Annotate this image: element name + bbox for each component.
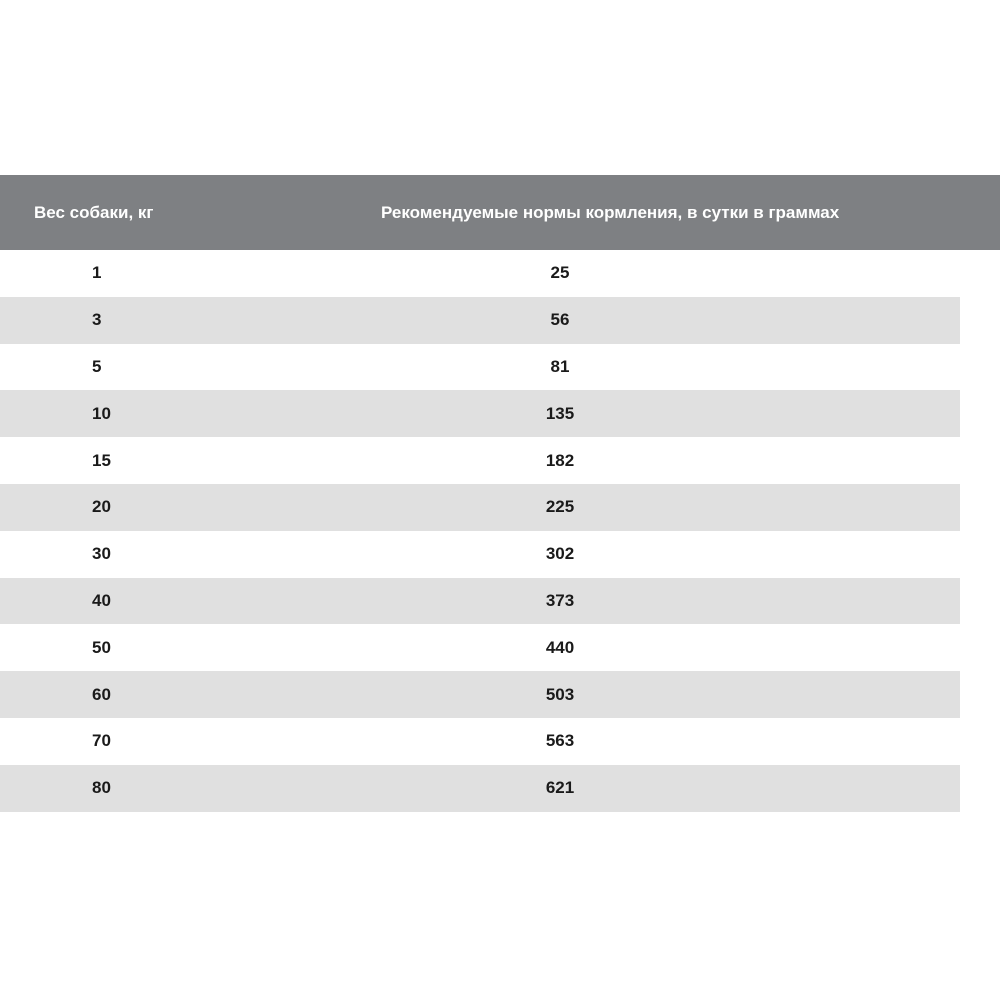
cell-weight: 70 bbox=[0, 718, 200, 765]
table-row bbox=[0, 437, 1000, 484]
cell-grams: 440 bbox=[160, 624, 960, 671]
cell-grams: 503 bbox=[160, 671, 960, 718]
cell-weight: 3 bbox=[0, 297, 200, 344]
cell-grams: 135 bbox=[160, 390, 960, 437]
feeding-norms-table bbox=[0, 175, 1000, 812]
header-row bbox=[0, 175, 1000, 250]
table-row bbox=[0, 578, 1000, 625]
cell-grams: 182 bbox=[160, 437, 960, 484]
cell-weight: 60 bbox=[0, 671, 200, 718]
cell-grams: 621 bbox=[160, 765, 960, 812]
table-row bbox=[0, 297, 1000, 344]
cell-grams: 56 bbox=[160, 297, 960, 344]
table-header bbox=[0, 175, 1000, 250]
table-body bbox=[0, 250, 1000, 812]
cell-weight: 5 bbox=[0, 344, 200, 391]
cell-weight: 80 bbox=[0, 765, 200, 812]
cell-grams: 373 bbox=[160, 578, 960, 625]
cell-grams: 25 bbox=[160, 250, 960, 297]
cell-weight: 10 bbox=[0, 390, 200, 437]
cell-weight: 30 bbox=[0, 531, 200, 578]
table-row bbox=[0, 718, 1000, 765]
column-header-daily-grams: Рекомендуемые нормы кормления, в сутки в граммах bbox=[200, 175, 1000, 250]
table-row bbox=[0, 484, 1000, 531]
table-row bbox=[0, 671, 1000, 718]
cell-grams: 225 bbox=[160, 484, 960, 531]
cell-weight: 1 bbox=[0, 250, 200, 297]
table-row bbox=[0, 344, 1000, 391]
cell-weight: 50 bbox=[0, 624, 200, 671]
cell-weight: 15 bbox=[0, 437, 200, 484]
table-row bbox=[0, 624, 1000, 671]
column-header-weight: Вес собаки, кг bbox=[0, 175, 200, 250]
table-row bbox=[0, 250, 1000, 297]
table-row bbox=[0, 390, 1000, 437]
cell-grams: 563 bbox=[160, 718, 960, 765]
table-row bbox=[0, 765, 1000, 812]
cell-grams: 302 bbox=[160, 531, 960, 578]
cell-grams: 81 bbox=[160, 344, 960, 391]
cell-weight: 20 bbox=[0, 484, 200, 531]
table-row bbox=[0, 531, 1000, 578]
cell-weight: 40 bbox=[0, 578, 200, 625]
